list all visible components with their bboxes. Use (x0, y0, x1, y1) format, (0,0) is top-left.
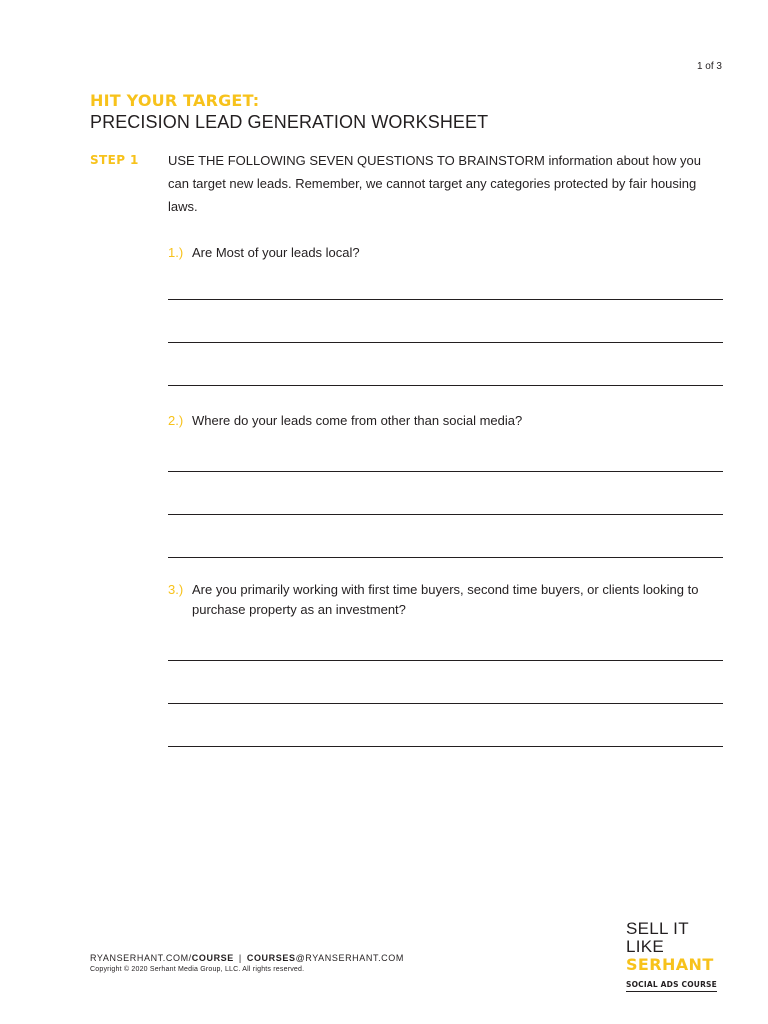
question-number: 2.) (168, 413, 184, 428)
page-indicator: 1 of 3 (696, 61, 722, 72)
answer-line[interactable] (168, 514, 723, 515)
footer (90, 952, 404, 976)
serhant-logo (626, 920, 722, 992)
step-label: STEP 1 (90, 153, 139, 167)
question-text: Are Most of your leads local? (192, 245, 360, 260)
question-2 (168, 411, 718, 431)
title-main: PRECISION LEAD GENERATION WORKSHEET (90, 112, 489, 132)
answer-line[interactable] (168, 557, 723, 558)
title-accent: HIT YOUR TARGET: (90, 91, 260, 110)
answer-line[interactable] (168, 299, 723, 300)
question-number: 1.) (168, 245, 184, 260)
question-3 (168, 580, 718, 620)
step-intro: USE THE FOLLOWING SEVEN QUESTIONS TO BRAINSTORM information about how you can target new leads. Remember, we cannot target any categories protected by fair housing laws. (168, 153, 701, 214)
copyright: Copyright © 2020 Serhant Media Group, LLC. All rights reserved. (90, 966, 305, 973)
worksheet-title (90, 91, 488, 133)
question-text: Where do your leads come from other than social media? (192, 413, 523, 428)
answer-line[interactable] (168, 746, 723, 747)
course-link[interactable]: RYANSERHANT.COM/COURSE (90, 953, 234, 963)
email-link[interactable]: COURSES@RYANSERHANT.COM (246, 953, 404, 963)
logo-line-2: SERHANT (626, 955, 714, 974)
footer-links (90, 952, 404, 964)
question-number: 3.) (168, 582, 184, 597)
logo-line-3: SOCIAL ADS COURSE (626, 979, 717, 992)
question-1 (168, 243, 718, 263)
answer-line[interactable] (168, 703, 723, 704)
logo-line-1: SELL IT LIKE (626, 919, 689, 956)
answer-line[interactable] (168, 385, 723, 386)
footer-separator: | (238, 953, 242, 963)
question-text: Are you primarily working with first time buyers, second time buyers, or clients looking to purchase property as an investment? (192, 582, 699, 617)
answer-line[interactable] (168, 342, 723, 343)
answer-line[interactable] (168, 660, 723, 661)
answer-line[interactable] (168, 471, 723, 472)
